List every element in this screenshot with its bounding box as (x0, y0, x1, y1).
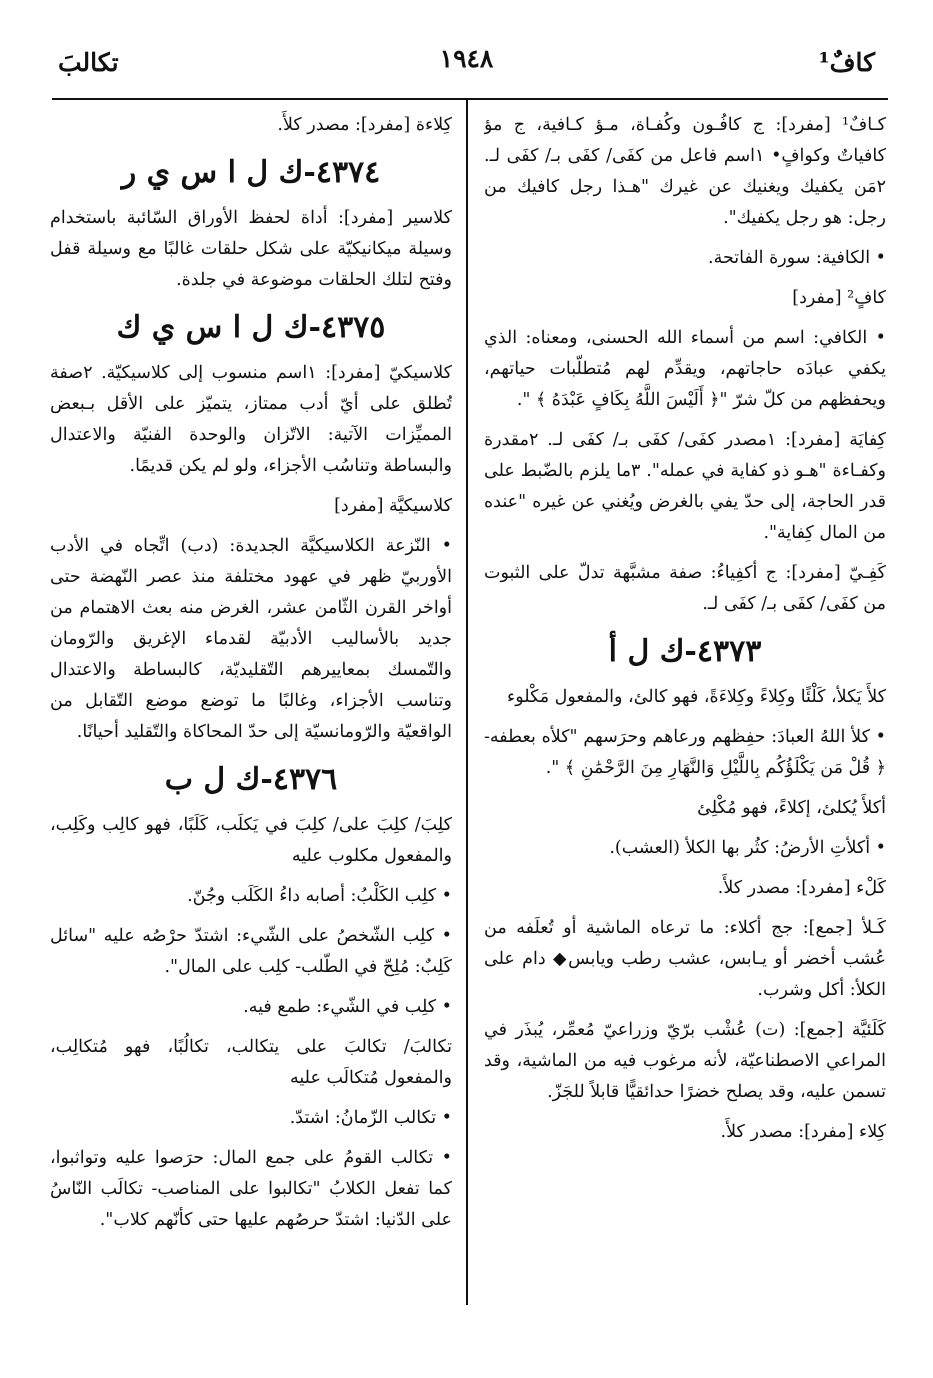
entry-paragraph: كَفِـيّ [مفرد]: ج أكفِياءُ: صفة مشبَّهة تدلّ على الثبوت من كفَى/ كفَى بـ/ كفَى لـ. (484, 563, 886, 614)
entry-paragraph: كلاسير [مفرد]: أداة لحفظ الأوراق السّائبة باستخدام وسيلة ميكانيكيّة على شكل حلقات غالبًا مع وسيلة قفل وفتح لتلك الحلقات موضوعة في جلدة. (50, 208, 452, 290)
entry-paragraph: كلِبَ/ كلِبَ على/ كلِبَ في يَكلَب، كَلَبًا، فهو كالِب وكَلِب، والمفعول مكلوب عليه (50, 815, 452, 866)
entry-paragraph: كلاسيكيّ [مفرد]: ١اسم منسوب إلى كلاسيكيّة. ٢صفة تُطلق على أيّ أدب ممتاز، يتميّز على الأقل بـبعض المميِّزات الآتية: الاتّزان والوحدة الفنيّة والاعتدال والبساطة وتناسُب الأجزاء، ولو لم يكن قديمًا. (50, 363, 452, 476)
page-number: ١٩٤٨ (439, 44, 494, 73)
right-column (484, 110, 886, 1305)
entry-paragraph: تكالبَ/ تكالبَ على يتكالب، تكالُبًا، فهو مُتكالِب، والمفعول مُتكالَب عليه (50, 1037, 452, 1088)
entry-paragraph: كِلاء [مفرد]: مصدر كلأَ. (720, 1122, 886, 1142)
root-heading: ٤٣٧٤-ك ل ا س ي ر (121, 155, 381, 190)
entry-paragraph: • كلأ اللهُ العبادَ: حفِظهم ورعاهم وحرَسهم "كلأه بعطفه- ﴿ قُلْ مَن يَكْلَؤُكُم بِاللَّيْلِ وَالنَّهَارِ مِنَ الرَّحْمَٰنِ ﴾ ". (484, 727, 886, 778)
entry-paragraph: أكلأَ يُكلئ، إكلاءً، فهو مُكْلِئ (697, 798, 886, 818)
header-rule (52, 98, 888, 100)
entry-paragraph: • النّزعة الكلاسيكيَّة الجديدة: (دب) اتِّجاه في الأدب الأوربيّ ظهر في عهود مختلفة منذ عصر النّهضة حتى أواخر القرن الثّامن عشر، الغرض منه بعث الاهتمام من جديد بالأساليب الأدبيّة لقدماء الإغريق والرّومان والتّمسك بمعاييرهم التّقليديّة، كالبساطة والاعتدال وتناسب الأجزاء، وغالبًا ما توضع موضع التّقابل من الواقعيّة والرّومانسيّة إلى حدّ المحاكاة والتّقليد أحيانًا. (50, 536, 452, 742)
entry-paragraph: كَلَئيَّة [جمع]: (ت) عُشْب برّيّ وزراعيّ مُعمِّر، يُبذَر في المراعي الاصطناعيّة، لأنه مرغوب فيه من الماشية، وقد تسمن عليه، وقد يصلح خضرًا حدائقيًّا قابلاً للجَزّ. (484, 1020, 886, 1102)
entry-paragraph: كلاسيكيَّة [مفرد] (334, 496, 452, 516)
entry-paragraph: كَـلأ [جمع]: جج أكلاء: ما ترعاه الماشية أو تُعلَفه من عُشب أخضر أو يـابس، عشب رطب ويابس◆ دام على الكلأ: أكل وشرب. (484, 918, 886, 1000)
left-column (50, 110, 452, 1305)
entry-paragraph: كَلْء [مفرد]: مصدر كلأَ. (717, 878, 886, 898)
entry-paragraph: • تكالب الزّمانُ: اشتدّ. (289, 1108, 452, 1128)
root-heading: ٤٣٧٥-ك ل ا س ي ك (116, 310, 386, 345)
entry-paragraph: • الكافية: سورة الفاتحة. (708, 248, 886, 268)
header-guide-word-left: تكالبَ (58, 48, 119, 77)
entry-paragraph: • كلِب الكَلْبُ: أصابه داءُ الكَلَب وجُنّ. (187, 886, 452, 906)
entry-paragraph: • تكالب القومُ على جمع المال: حرَصوا عليه وتواثبوا، كما تفعل الكلابُ "تكالبوا على المناصب- تكالَب النّاسُ على الدّنيا: اشتدّ حرصُهم عليها حتى كأنّهم كلاب". (50, 1148, 452, 1230)
entry-paragraph: • الكافي: اسم من أسماء الله الحسنى، ومعناه: الذي يكفي عبادَه حاجاتهم، ويقدِّم لهم مُتطلّبات حياتهم، ويحفظهم من كلّ شرّ "﴿ أَلَيْسَ اللَّهُ بِكَافٍ عَبْدَهُ ﴾ ". (484, 328, 886, 410)
entry-paragraph: • كلِب في الشّيء: طمع فيه. (243, 997, 452, 1017)
entry-paragraph: كـافٌ¹ [مفرد]: ج كافُـون وكُفـاة، مـؤ كـافية، ج مؤ كافياتٌ وكوافٍ• ١اسم فاعل من كفَى/ كفَى بـ/ كفَى لـ. ٢مَن يكفيك ويغنيك عن غيرك "هـذا رجل كافيك من رجل: هو رجل يكفيك". (484, 115, 886, 228)
header-guide-word-right: كافٌ¹ (818, 48, 875, 77)
root-heading: ٤٣٧٦-ك ل ب (164, 762, 338, 797)
root-heading: ٤٣٧٣-ك ل أ (608, 634, 762, 669)
entry-paragraph: كِفايَة [مفرد]: ١مصدر كفَى/ كفَى بـ/ كفَى لـ. ٢مقدرة وكفـاءة "هـو ذو كفاية في عمله". ٣ما يلزم بالضّبط على قدر الحاجة، إلى حدّ يفي بالغرض ويُغني عن غيره "عنده من المال كِفاية". (484, 430, 886, 543)
entry-paragraph: كِلاءة [مفرد]: مصدر كلأَ. (277, 115, 452, 135)
entry-paragraph: كافٍ² [مفرد] (792, 288, 886, 308)
entry-paragraph: • أكلأتِ الأرضُ: كثُر بها الكلأ (العشب). (609, 838, 886, 858)
column-divider (466, 100, 468, 1305)
entry-paragraph: كلأَ يَكلأ، كَلْئًا وكِلاءً وكِلاءَةً، فهو كالئ، والمفعول مَكْلوء (507, 687, 886, 707)
entry-paragraph: • كلِب الشّخصُ على الشّيء: اشتدّ حرْصُه عليه "سائل كَلِبٌ: مُلِحّ في الطّلب- كلِب على المال". (50, 926, 452, 977)
